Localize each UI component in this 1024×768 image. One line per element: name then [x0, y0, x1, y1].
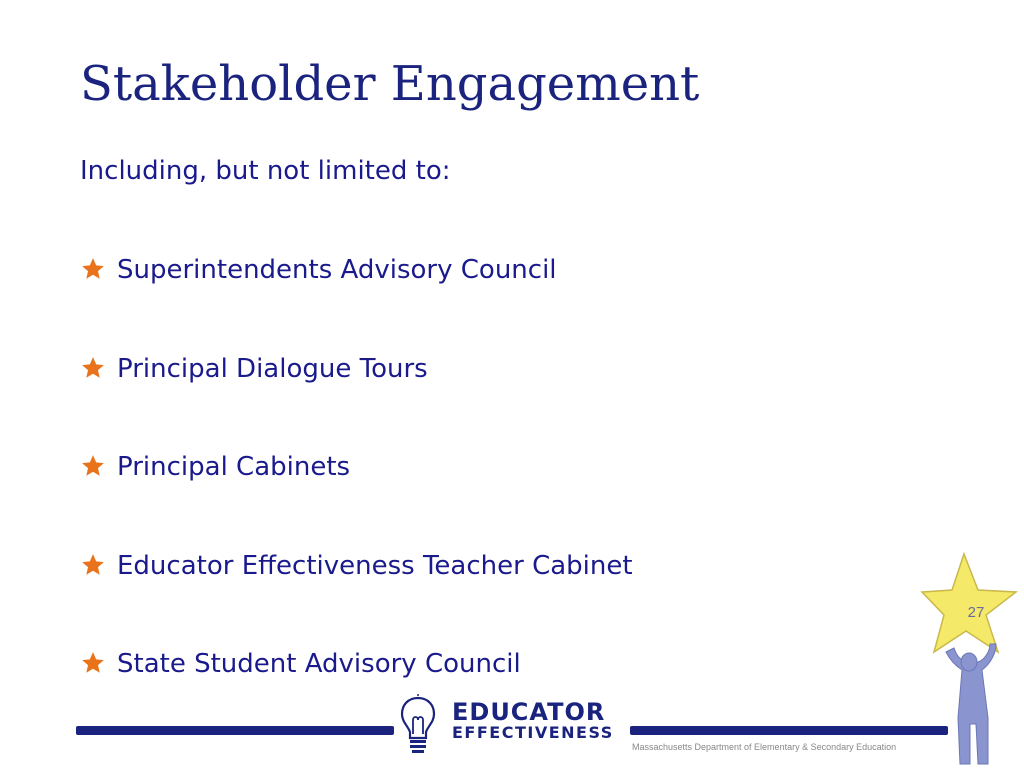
bullet-text: Educator Effectiveness Teacher Cabinet [117, 550, 633, 581]
bullet-list [80, 248, 633, 741]
list-item [80, 544, 633, 643]
star-icon [80, 256, 106, 282]
bullet-text: Principal Dialogue Tours [117, 353, 428, 384]
slide-title: Stakeholder Engagement [80, 56, 700, 112]
star-icon [80, 453, 106, 479]
star-icon [80, 552, 106, 578]
bullet-text: State Student Advisory Council [117, 649, 521, 679]
star-mascot-icon [920, 548, 1024, 768]
list-item [80, 347, 633, 446]
logo-line-2: EFFECTIVENESS [452, 723, 614, 742]
lightbulb-icon [398, 694, 438, 756]
logo-line-1: EDUCATOR [452, 698, 606, 726]
star-icon [80, 355, 106, 381]
star-icon [80, 650, 106, 676]
footer-bar-right [630, 726, 948, 735]
footer-bar-left [76, 726, 394, 735]
organization-name: Massachusetts Department of Elementary & Secondary Education [632, 742, 897, 752]
list-item [80, 445, 633, 544]
bullet-text: Principal Cabinets [117, 452, 351, 482]
list-item [80, 248, 633, 347]
page-number: 27 [967, 604, 985, 621]
educator-effectiveness-logo [398, 694, 628, 756]
slide-subtitle: Including, but not limited to: [80, 156, 451, 186]
bullet-text: Superintendents Advisory Council [117, 255, 557, 285]
